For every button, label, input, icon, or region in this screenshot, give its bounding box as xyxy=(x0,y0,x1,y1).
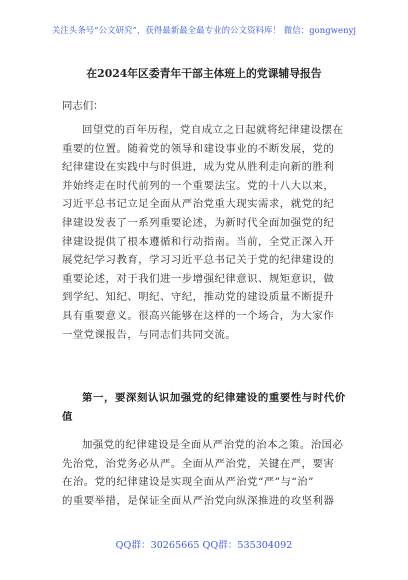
header-banner: 关注头条号“公文研究”，获得最新最全最专业的公文资料库！ 微信：gongwenyj xyxy=(51,25,357,35)
paragraph-line: 纪律建设在实践中与时俱进，成为党从胜利走向新的胜利 xyxy=(62,161,335,174)
salutation: 同志们： xyxy=(62,100,104,112)
paragraph-line: 加强党的纪律建设是全面从严治党的治本之策。治国必 xyxy=(82,439,344,451)
paragraph-line: 的重要举措，是保证全面从严治党向纵深推进的攻坚利器 xyxy=(62,494,335,507)
paragraph-line: 重要论述，对于我们进一步增强纪律意识、规矩意识，做 xyxy=(62,272,335,285)
paragraph-line: 在治。党的纪律建设是实现全面从严治党“严”与“治” xyxy=(62,476,314,489)
section-heading xyxy=(62,389,352,426)
document-title: 在2024年区委青年干部主体班上的党课辅导报告 xyxy=(86,67,322,80)
heading-line: 值 xyxy=(62,410,73,423)
paragraph-line: 重要的位置。随着党的领导和建设事业的不断发展，党的 xyxy=(62,142,335,155)
heading-line: 第一，要深刻认识加强党的纪律建设的重要性与时代价 xyxy=(82,392,346,404)
paragraph-line: 回望党的百年历程，党自成立之日起就将纪律建设摆在 xyxy=(82,124,344,136)
footer-qq-groups: QQ群：30265665 QQ群：535304092 xyxy=(115,540,293,551)
paragraph-line: 律建设发表了一系列重要论述，为新时代全面加强党的纪 xyxy=(62,216,335,229)
paragraph-line: 先治党，治党务必从严。全面从严治党，关键在严，要害 xyxy=(62,457,335,470)
paragraph-line: 律建设提供了根本遵循和行动指南。当前，全党正深入开 xyxy=(62,235,335,248)
intro-paragraph xyxy=(62,121,352,344)
paragraph-line: 并始终走在时代前列的一个重要法宝。党的十八大以来， xyxy=(62,179,335,192)
paragraph-line: 到学纪、知纪、明纪、守纪，推动党的建设质量不断提升 xyxy=(62,291,335,304)
paragraph-line: 一堂党课报告，与同志们共同交流。 xyxy=(62,328,237,341)
section-paragraph xyxy=(62,436,352,510)
paragraph-line: 展党纪学习教育，学习习近平总书记关于党的纪律建设的 xyxy=(62,254,335,267)
paragraph-line: 具有重要意义。很高兴能够在这样的一个场合，为大家作 xyxy=(62,309,335,322)
paragraph-line: 习近平总书记立足全面从严治党重大现实需求，就党的纪 xyxy=(62,198,335,211)
